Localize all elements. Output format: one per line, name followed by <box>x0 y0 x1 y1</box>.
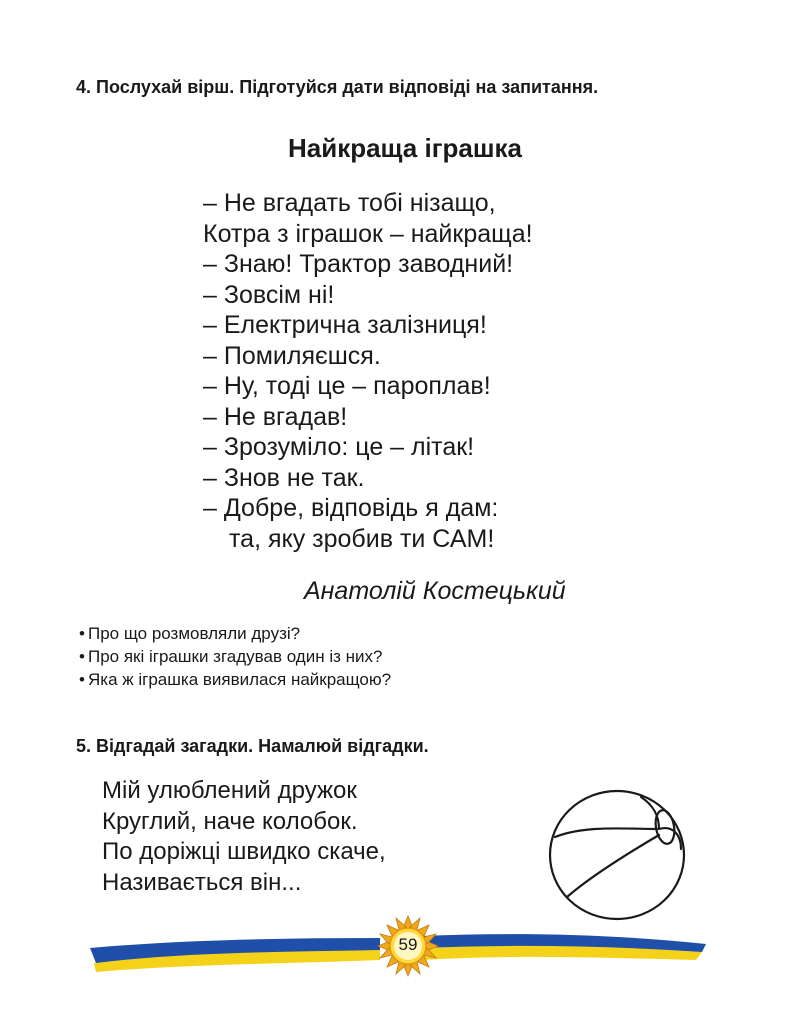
riddle-line: Називається він... <box>102 868 302 896</box>
bullet-icon: • <box>79 624 85 643</box>
poem-line: – Ну, тоді це – пароплав! <box>203 372 491 400</box>
bullet-icon: • <box>79 647 85 666</box>
question-text: Яка ж іграшка виявилася найкращою? <box>88 670 392 689</box>
poem-line: – Електрична залізниця! <box>203 311 487 339</box>
task-4-heading: 4. Послухай вірш. Підготуйся дати відповіді на запитання. <box>76 77 599 97</box>
poem-line: – Не вгадав! <box>203 402 348 431</box>
poem-line: та, яку зробив ти САМ! <box>229 524 495 553</box>
riddle-line: Круглий, наче колобок. <box>102 807 358 835</box>
question-text: Про що розмовляли друзі? <box>88 624 301 643</box>
task-5-heading: 5. Відгадай загадки. Намалюй відгадки. <box>76 736 429 756</box>
poem-line: – Помиляєшся. <box>203 341 381 370</box>
poem-line: – Знов не так. <box>203 463 365 492</box>
poem-line: – Зовсім ні! <box>203 280 335 309</box>
poem-line: – Добре, відповідь я дам: <box>203 494 499 522</box>
poem-line: – Зрозуміло: це – літак! <box>203 433 475 461</box>
page-number: 59 <box>398 935 418 954</box>
poem-author: Анатолій Костецький <box>304 577 566 605</box>
riddle-line: Мій улюблений дружок <box>102 777 357 804</box>
riddle-line: По доріжці швидко скаче, <box>102 838 386 865</box>
question-item <box>79 622 391 645</box>
question-item <box>79 645 391 668</box>
poem-title: Найкраща іграшка <box>287 133 523 163</box>
poem-line: – Знаю! Трактор заводний! <box>203 250 514 278</box>
poem-line: Котра з іграшок – найкраща! <box>203 219 533 248</box>
riddle-body <box>102 776 386 898</box>
bullet-icon: • <box>79 670 85 689</box>
question-text: Про які іграшки згадував один із них? <box>88 647 383 666</box>
question-list <box>79 622 391 691</box>
poem-line: – Не вгадать тобі нізащо, <box>203 189 496 217</box>
question-item <box>79 668 391 691</box>
poem-body <box>203 188 533 554</box>
ball-icon <box>545 785 690 925</box>
